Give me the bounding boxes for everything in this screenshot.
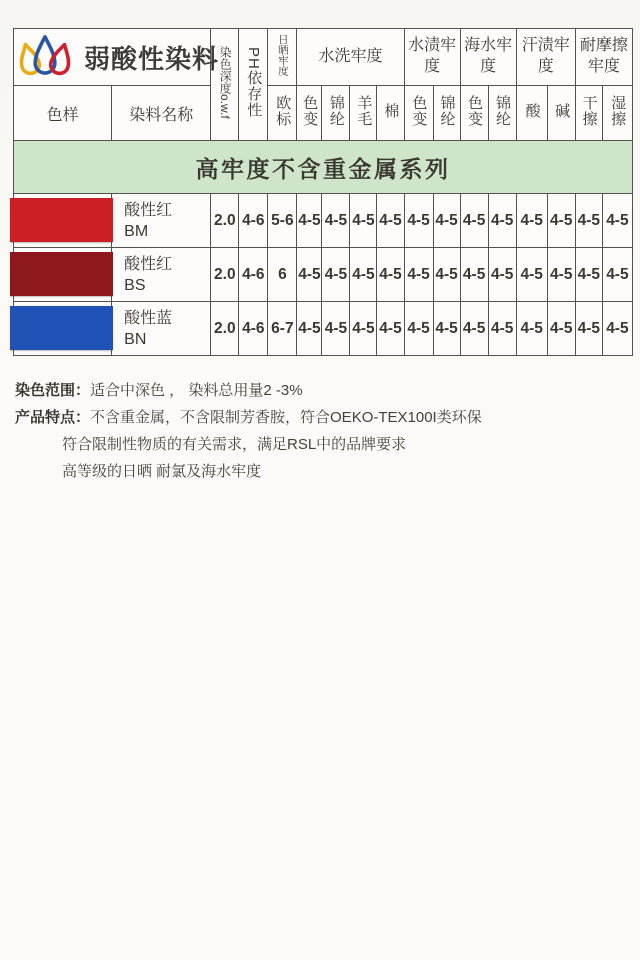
value-cell: 4-5 <box>460 302 488 356</box>
header-wash-nylon: 锦纶 <box>322 86 350 141</box>
dye-name-cell <box>112 248 211 302</box>
value-cell: 4-5 <box>404 248 433 302</box>
color-swatch-dark-red <box>10 252 113 296</box>
value-cell: 4-5 <box>404 194 433 248</box>
dye-name: 酸性红 <box>124 255 173 273</box>
header-sea-nylon: 锦纶 <box>488 86 516 141</box>
value-cell: 2.0 <box>211 302 239 356</box>
value-cell: 4-6 <box>239 248 268 302</box>
product-notes <box>15 378 640 485</box>
series-banner-row <box>14 141 633 194</box>
value-cell: 4-5 <box>377 248 404 302</box>
value-cell: 4-5 <box>602 194 632 248</box>
brand-cell <box>14 29 220 86</box>
color-swatch-cell <box>14 194 112 248</box>
table-row-acid-blue-bn <box>14 302 633 356</box>
series-banner: 高牢度不含重金属系列 <box>14 141 633 194</box>
value-cell: 4-5 <box>404 302 433 356</box>
dye-code: BM <box>124 222 149 240</box>
dye-fastness-table <box>13 28 633 356</box>
note-high-grade-fastness: 高等级的日晒 耐氯及海水牢度 <box>62 463 262 480</box>
note-label: 产品特点： <box>15 409 91 426</box>
header-wash-fastness-group: 水洗牢度 <box>297 29 404 86</box>
header-row-subcolumns <box>14 86 633 141</box>
value-cell: 4-5 <box>547 194 575 248</box>
header-rub-wet: 湿擦 <box>602 86 632 141</box>
value-cell: 4-5 <box>350 194 377 248</box>
value-cell: 4-5 <box>516 302 547 356</box>
value-cell: 4-5 <box>433 248 460 302</box>
note-rsl-compliance: 符合限制性物质的有关需求，满足RSL中的品牌要求 <box>62 436 407 453</box>
dye-name: 酸性蓝 <box>124 309 173 327</box>
value-cell: 4-5 <box>297 194 322 248</box>
header-row-groups <box>14 29 633 86</box>
header-seawater-fastness-group: 海水牢度 <box>460 29 516 86</box>
value-cell: 4-5 <box>602 302 632 356</box>
value-cell: 2.0 <box>211 248 239 302</box>
value-cell: 4-5 <box>433 302 460 356</box>
droplet-red <box>49 42 73 75</box>
value-cell: 4-6 <box>239 302 268 356</box>
header-sweat-alkali: 碱 <box>547 86 575 141</box>
value-cell: 4-5 <box>547 302 575 356</box>
value-cell: 4-5 <box>377 302 404 356</box>
color-swatch-cell <box>14 302 112 356</box>
header-rub-dry: 干擦 <box>575 86 602 141</box>
value-cell: 4-5 <box>460 194 488 248</box>
header-light-fastness-group: 日晒牢度 <box>268 29 297 86</box>
value-cell: 4-5 <box>488 248 516 302</box>
dye-code: BN <box>124 330 147 348</box>
dye-name-cell <box>112 302 211 356</box>
value-cell: 6-7 <box>268 302 297 356</box>
value-cell: 4-5 <box>602 248 632 302</box>
color-swatch-cell <box>14 248 112 302</box>
table-row-acid-red-bm <box>14 194 633 248</box>
brand-name: 弱酸性染料 <box>84 43 220 74</box>
value-cell: 4-5 <box>297 248 322 302</box>
value-cell: 6 <box>268 248 297 302</box>
three-droplets-logo-icon <box>14 33 76 81</box>
header-dye-depth: 染色深度o.w.f <box>211 29 239 141</box>
header-ph-dependence: PH依存性 <box>239 29 268 141</box>
value-cell: 5-6 <box>268 194 297 248</box>
value-cell: 4-5 <box>350 248 377 302</box>
dye-name-cell <box>112 194 211 248</box>
value-cell: 4-5 <box>350 302 377 356</box>
note-dyeing-range <box>15 378 640 404</box>
note-label: 染色范围： <box>15 382 91 399</box>
value-cell: 4-5 <box>516 194 547 248</box>
note-text: 适合中深色 ， 染料总用量2 -3% <box>90 382 303 399</box>
color-swatch-blue <box>10 306 113 350</box>
note-product-features <box>15 405 640 431</box>
header-water-stain-color-change: 色变 <box>404 86 433 141</box>
value-cell: 4-5 <box>575 248 602 302</box>
value-cell: 4-5 <box>433 194 460 248</box>
value-cell: 4-5 <box>488 194 516 248</box>
value-cell: 4-5 <box>322 302 350 356</box>
header-eu-standard: 欧标 <box>268 86 297 141</box>
note-text: 不含重金属，不含限制芳香胺，符合OEKO-TEX100I类环保 <box>90 409 482 426</box>
dye-name: 酸性红 <box>124 201 173 219</box>
value-cell: 4-5 <box>322 194 350 248</box>
header-perspiration-fastness-group: 汗渍牢度 <box>516 29 575 86</box>
value-cell: 4-5 <box>322 248 350 302</box>
value-cell: 2.0 <box>211 194 239 248</box>
table-row-acid-red-bs <box>14 248 633 302</box>
color-swatch-red <box>10 198 113 242</box>
value-cell: 4-5 <box>460 248 488 302</box>
value-cell: 4-5 <box>488 302 516 356</box>
header-water-stain-nylon: 锦纶 <box>433 86 460 141</box>
value-cell: 4-5 <box>516 248 547 302</box>
dye-code: BS <box>124 276 146 294</box>
header-color-sample: 色样 <box>14 86 112 141</box>
header-sea-color-change: 色变 <box>460 86 488 141</box>
header-wash-cotton: 棉 <box>377 86 404 141</box>
header-water-stain-fastness-group: 水渍牢度 <box>404 29 460 86</box>
header-wash-color-change: 色变 <box>297 86 322 141</box>
brand-lockup <box>14 33 220 81</box>
value-cell: 4-5 <box>575 302 602 356</box>
header-sweat-acid: 酸 <box>516 86 547 141</box>
value-cell: 4-5 <box>377 194 404 248</box>
header-wash-wool: 羊毛 <box>350 86 377 141</box>
header-dye-name: 染料名称 <box>112 86 211 141</box>
value-cell: 4-5 <box>547 248 575 302</box>
value-cell: 4-6 <box>239 194 268 248</box>
value-cell: 4-5 <box>575 194 602 248</box>
header-rubbing-fastness-group: 耐摩擦牢度 <box>575 29 632 86</box>
value-cell: 4-5 <box>297 302 322 356</box>
